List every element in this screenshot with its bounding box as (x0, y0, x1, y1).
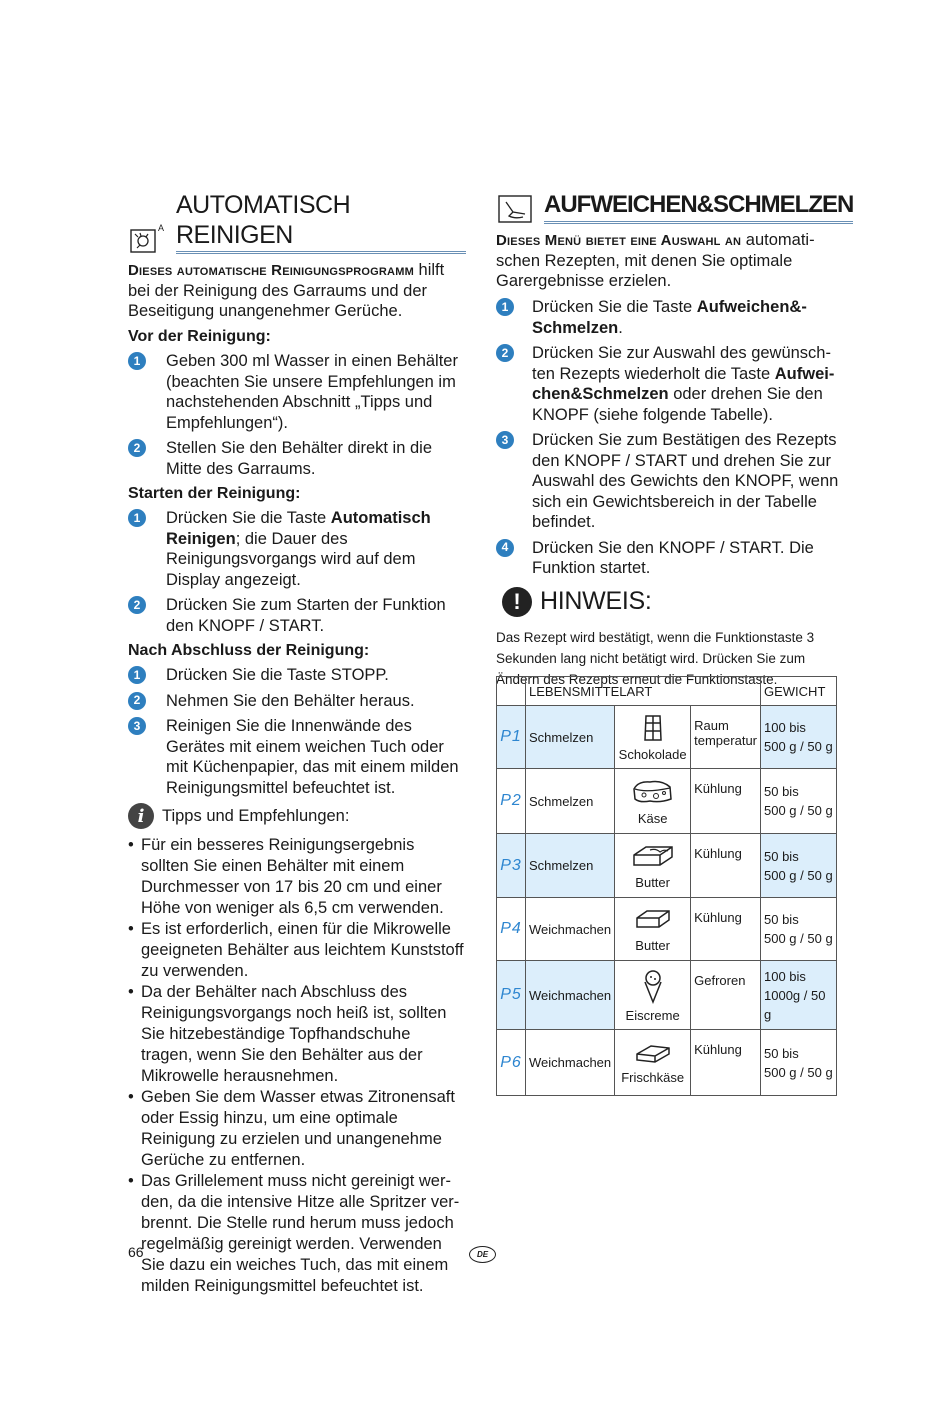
soften-melt-icon (496, 192, 534, 224)
tip-item: • Das Grillelement muss nicht gereinigt werden, da die intensive Hitze alle Spritzer verbrennt. Die Stelle rund herum muss jedoch regelmäßig gereinigt werden. Verwenden Sie dazu ein weiches Tuch, das mit einem milden Reinigungsmittel befeuchtet ist. (128, 1172, 460, 1295)
temperature-cell: Kühlung (691, 1030, 761, 1096)
info-icon: i (128, 803, 154, 829)
step-number-icon: 1 (128, 666, 146, 684)
soften-melt-title: AUFWEICHEN&SCHMELZEN (544, 190, 853, 224)
table-header-row (497, 677, 837, 706)
temperature-cell: Raum temperatur (691, 706, 761, 769)
temperature-cell: Gefroren (691, 961, 761, 1030)
tip-item: • Geben Sie dem Wasser etwas Zitronensaft oder Essig hinzu, um eine optimale Reinigung zu erzielen und unangenehme Gerüche zu entfernen. (128, 1088, 455, 1169)
nach-step-2: 2 Nehmen Sie den Behälter heraus. (128, 691, 466, 712)
tip-item: • Für ein besseres Reinigungsergebnis sollten Sie einen Behälter mit einem Durchmesser von 17 bis 20 cm und einer Höhe von weniger als 6,5 cm verwenden. (128, 836, 444, 917)
food-cell: Eiscreme (615, 961, 691, 1030)
step-number-icon: 2 (128, 692, 146, 710)
program-code: P1 (497, 706, 526, 769)
step-number-icon: 1 (496, 298, 514, 316)
hinweis-text: Das Rezept wird bestätigt, wenn die Funktionstaste 3 Sekunden lang nicht betätigt wird. Drücken Sie zum Ändern des Rezepts erneut die Funktionstaste. (496, 629, 815, 687)
ice-cream-icon (638, 968, 668, 1004)
program-code: P3 (497, 834, 526, 898)
program-code: P5 (497, 961, 526, 1030)
right-column (496, 190, 854, 690)
tips-heading (128, 803, 466, 829)
table-row (497, 769, 837, 834)
mode-cell: Schmelzen (526, 706, 615, 769)
step-number-icon: 1 (128, 352, 146, 370)
weight-cell: 50 bis 500 g / 50 g (761, 1030, 837, 1096)
mode-cell: Weichmachen (526, 1030, 615, 1096)
melt-step-4: 4 Drücken Sie den KNOPF / START. Die Funktion startet. (496, 538, 840, 579)
intro-text: hilft bei der Reinigung des Garraums und der Beseitigung unangenehmer Gerüche. (128, 261, 445, 320)
vor-label: Vor der Reinigung: (128, 328, 271, 345)
program-code: P4 (497, 898, 526, 961)
start-label: Starten der Reinigung: (128, 485, 301, 502)
melt-step-2: 2 Drücken Sie zur Auswahl des gewünschten Rezepts wiederholt die Taste Aufweichen&Schmelzen oder drehen Sie den KNOPF (siehe folgende Tabelle). (496, 343, 840, 425)
table-row (497, 706, 837, 769)
mode-cell: Schmelzen (526, 769, 615, 834)
mode-cell: Schmelzen (526, 834, 615, 898)
table-row (497, 961, 837, 1030)
chocolate-icon (638, 713, 668, 743)
step-number-icon: 3 (496, 431, 514, 449)
cream-cheese-icon (633, 1040, 673, 1066)
cheese-icon (630, 777, 676, 807)
table-row (497, 1030, 837, 1096)
table-row (497, 834, 837, 898)
tips-label: Tipps und Empfehlungen: (162, 806, 350, 825)
page-number: 66 (128, 1244, 144, 1260)
step-number-icon: 2 (496, 344, 514, 362)
soften-melt-heading (496, 190, 854, 224)
warning-icon: ! (502, 587, 532, 617)
vor-step-2: 2 Stellen Sie den Behälter direkt in die Mitte des Garraums. (128, 438, 466, 479)
auto-clean-intro (128, 260, 466, 321)
start-step-1: 1 Drücken Sie die Taste Automatisch Reinigen; die Dauer des Reinigungsvorgangs wird auf dem Display angezeigt. (128, 508, 466, 590)
tip-item: • Es ist erforderlich, einen für die Mikrowelle geeigneten Behälter aus leichtem Kunststoff zu verwenden. (128, 920, 464, 980)
nach-step-1: 1 Drücken Sie die Taste STOPP. (128, 665, 466, 686)
butter-icon (630, 841, 676, 871)
program-code: P6 (497, 1030, 526, 1096)
auto-clean-heading (128, 190, 466, 254)
table-row (497, 898, 837, 961)
nach-step-3: 3 Reinigen Sie die Innenwände des Gerätes mit einem weichen Tuch oder mit Küchenpapier, das mit einem milden Reinigungsmittel befeuchtet ist. (128, 716, 466, 798)
food-cell: Käse (615, 769, 691, 834)
mode-cell: Weichmachen (526, 961, 615, 1030)
weight-cell: 100 bis 500 g / 50 g (761, 706, 837, 769)
food-cell: Schokolade (615, 706, 691, 769)
auto-clean-title: AUTOMATISCH REINIGEN (176, 190, 466, 254)
nach-label: Nach Abschluss der Reinigung: (128, 642, 370, 659)
melt-step-3: 3 Drücken Sie zum Bestätigen des Rezepts den KNOPF / START und drehen Sie zur Auswahl des Gewichts den KNOPF, wenn sich ein Gewichtsbereich in der Tabelle befindet. (496, 430, 840, 533)
soften-melt-intro: Dieses Menü bietet eine Auswahl an automatischen Rezepten, mit denen Sie optimale Garergebnisse erzielen. (496, 231, 815, 290)
food-cell: Butter (615, 834, 691, 898)
language-badge: DE (469, 1246, 496, 1263)
food-cell: Butter (615, 898, 691, 961)
step-number-icon: 2 (128, 596, 146, 614)
butter-icon (633, 906, 673, 934)
step-number-icon: 3 (128, 717, 146, 735)
header-food: LEBENSMITTELART (526, 677, 761, 706)
weight-cell: 50 bis 500 g / 50 g (761, 898, 837, 961)
weight-cell: 50 bis 500 g / 50 g (761, 834, 837, 898)
mode-cell: Weichmachen (526, 898, 615, 961)
hinweis-heading: ! HINWEIS: (502, 587, 840, 617)
program-code: P2 (497, 769, 526, 834)
weight-cell: 100 bis 1000g / 50 g (761, 961, 837, 1030)
temperature-cell: Kühlung (691, 898, 761, 961)
step-number-icon: 2 (128, 439, 146, 457)
temperature-cell: Kühlung (691, 769, 761, 834)
step-number-icon: 1 (128, 509, 146, 527)
tip-item: • Da der Behälter nach Abschluss des Reinigungsvorgangs noch heiß ist, sollten Sie hitzebeständige Topfhandschuhe tragen, wenn Sie den Behälter aus der Mikrowelle herausnehmen. (128, 983, 447, 1085)
food-cell: Frischkäse (615, 1030, 691, 1096)
step-number-icon: 4 (496, 539, 514, 557)
auto-clean-icon (128, 222, 166, 254)
intro-smallcaps: Dieses automatische Reinigungsprogramm (128, 262, 414, 279)
vor-step-1: 1 Geben 300 ml Wasser in einen Behälter (beachten Sie unsere Empfehlungen im nachstehenden Abschnitt „Tipps und Empfehlungen“). (128, 351, 466, 433)
recipe-table (496, 676, 837, 1096)
start-step-2: 2 Drücken Sie zum Starten der Funktion den KNOPF / START. (128, 595, 466, 636)
weight-cell: 50 bis 500 g / 50 g (761, 769, 837, 834)
header-weight: GEWICHT (761, 677, 837, 706)
melt-step-1: 1 Drücken Sie die Taste Aufweichen&Schmelzen. (496, 297, 840, 338)
left-column (128, 190, 466, 1297)
svg-text:A: A (158, 223, 165, 233)
temperature-cell: Kühlung (691, 834, 761, 898)
